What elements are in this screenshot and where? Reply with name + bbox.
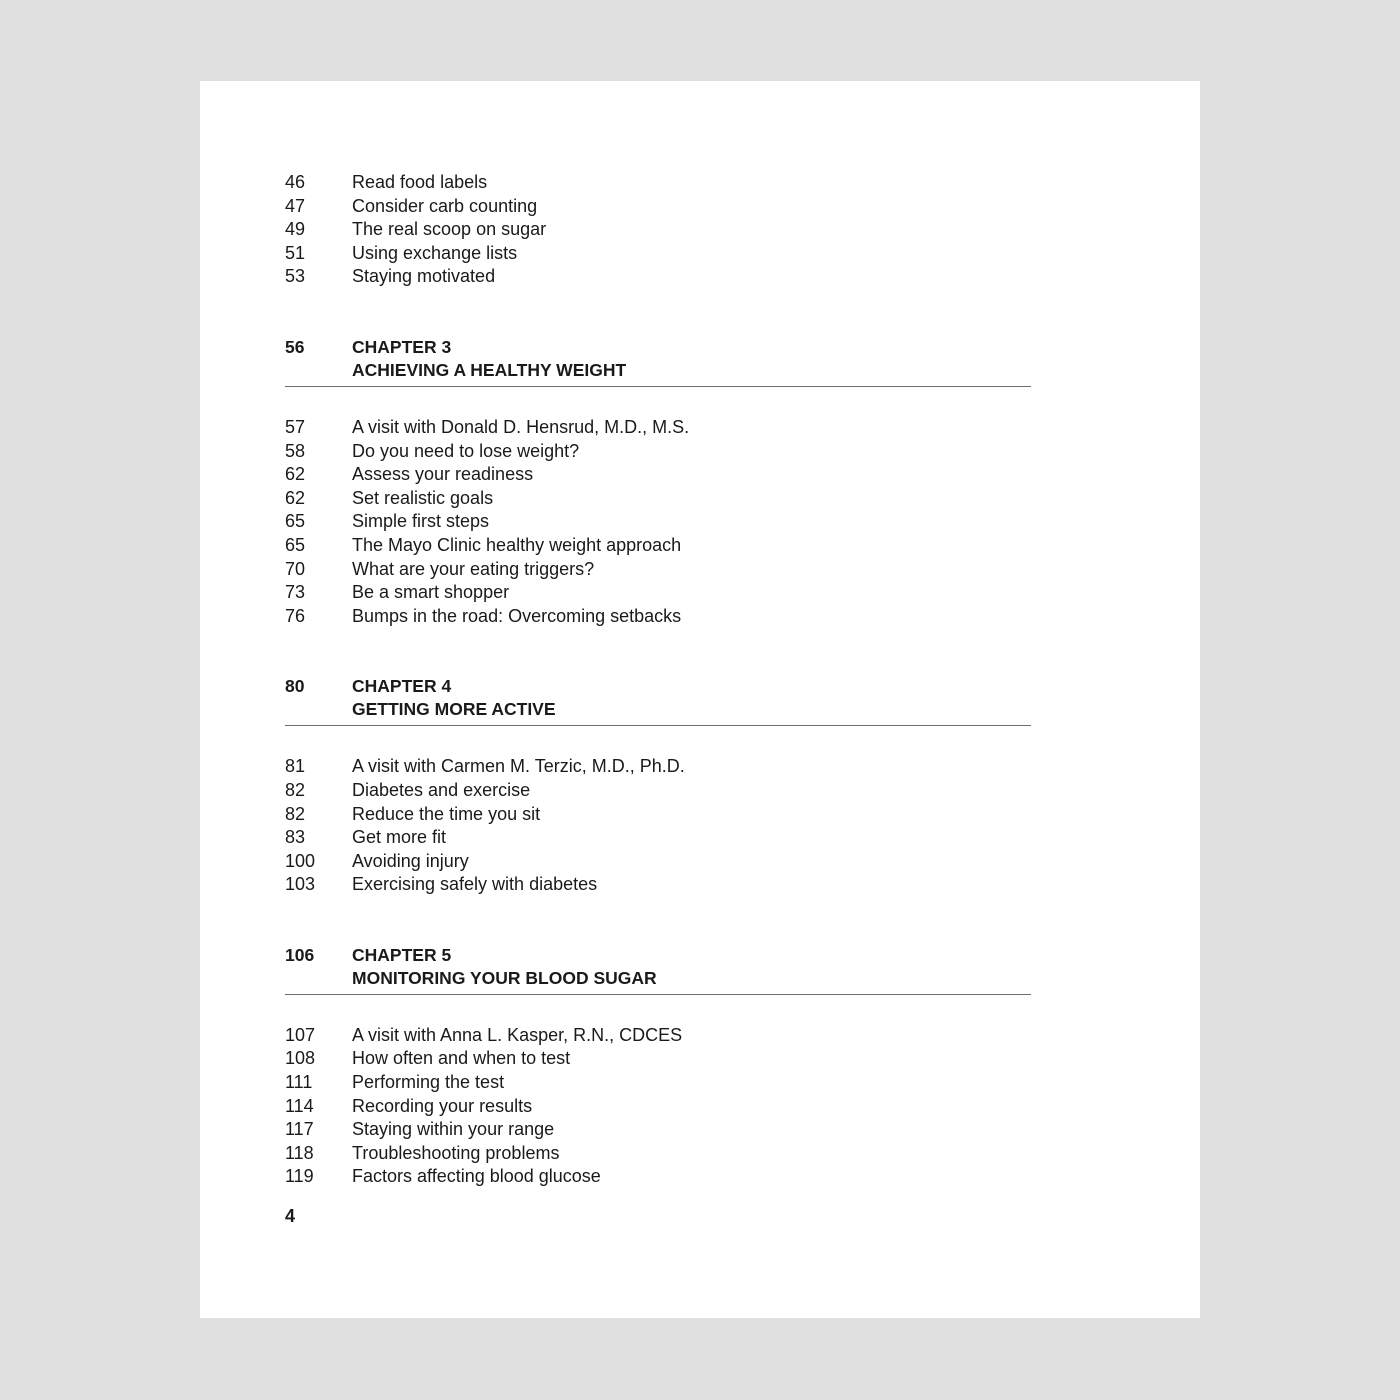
- toc-entry[interactable]: [285, 242, 1031, 266]
- entry-title: Assess your readiness: [352, 464, 534, 485]
- entry-title: A visit with Donald D. Hensrud, M.D., M.S.: [352, 416, 690, 437]
- entry-page-number: 76: [285, 605, 306, 626]
- entry-page-number: 83: [285, 827, 306, 848]
- toc-entry[interactable]: [285, 803, 1031, 827]
- entry-title: Staying within your range: [352, 1119, 555, 1140]
- entry-title: Be a smart shopper: [352, 582, 510, 603]
- toc-entry[interactable]: [285, 195, 1031, 219]
- spacer: [285, 897, 1031, 944]
- entry-title: A visit with Carmen M. Terzic, M.D., Ph.D.: [352, 756, 685, 777]
- entry-page-number: 65: [285, 511, 306, 532]
- chapter-heading-5[interactable]: [285, 944, 1031, 990]
- entry-page-number: 82: [285, 803, 306, 824]
- entry-page-number: 118: [285, 1142, 314, 1163]
- intro-entries: [285, 171, 1031, 289]
- toc-entry[interactable]: [285, 1095, 1031, 1119]
- entry-title: Recording your results: [352, 1095, 533, 1116]
- toc-entry[interactable]: [285, 1118, 1031, 1142]
- entry-page-number: 47: [285, 195, 306, 216]
- toc-entry[interactable]: [285, 581, 1031, 605]
- entry-page-number: 119: [285, 1166, 314, 1187]
- entry-page-number: 82: [285, 779, 306, 800]
- entry-page-number: 108: [285, 1048, 316, 1069]
- entry-page-number: 103: [285, 874, 316, 895]
- entry-title: Reduce the time you sit: [352, 803, 541, 824]
- entry-page-number: 53: [285, 266, 306, 287]
- entry-page-number: 81: [285, 756, 306, 777]
- chapter-4-entries: [285, 755, 1031, 897]
- entry-title: Diabetes and exercise: [352, 779, 531, 800]
- toc-entry[interactable]: [285, 487, 1031, 511]
- chapter-page-number: 106: [285, 944, 315, 965]
- toc-entry[interactable]: [285, 218, 1031, 242]
- table-of-contents: [285, 171, 1031, 1189]
- spacer: [285, 726, 1031, 755]
- entry-page-number: 107: [285, 1024, 316, 1045]
- entry-title: Exercising safely with diabetes: [352, 874, 598, 895]
- spacer: [285, 289, 1031, 336]
- entry-title: Do you need to lose weight?: [352, 440, 580, 461]
- toc-entry[interactable]: [285, 265, 1031, 289]
- entry-page-number: 73: [285, 582, 306, 603]
- chapter-3-entries: [285, 416, 1031, 628]
- toc-entry[interactable]: [285, 873, 1031, 897]
- toc-entry[interactable]: [285, 510, 1031, 534]
- chapter-heading-4[interactable]: [285, 675, 1031, 721]
- toc-entry[interactable]: [285, 755, 1031, 779]
- entry-title: Performing the test: [352, 1072, 505, 1093]
- entry-title: Set realistic goals: [352, 487, 494, 508]
- entry-title: Staying motivated: [352, 266, 496, 287]
- entry-page-number: 51: [285, 242, 306, 263]
- entry-page-number: 57: [285, 416, 306, 437]
- toc-entry[interactable]: [285, 1047, 1031, 1071]
- toc-entry[interactable]: [285, 779, 1031, 803]
- entry-title: The real scoop on sugar: [352, 219, 547, 240]
- entry-title: What are your eating triggers?: [352, 558, 595, 579]
- spacer: [285, 387, 1031, 416]
- entry-page-number: 65: [285, 534, 306, 555]
- toc-entry[interactable]: [285, 850, 1031, 874]
- entry-title: How often and when to test: [352, 1048, 571, 1069]
- chapter-title: MONITORING YOUR BLOOD SUGAR: [352, 967, 657, 988]
- entry-page-number: 100: [285, 850, 316, 871]
- entry-title: Troubleshooting problems: [352, 1142, 560, 1163]
- toc-entry[interactable]: [285, 463, 1031, 487]
- toc-entry[interactable]: [285, 1165, 1031, 1189]
- entry-page-number: 62: [285, 464, 306, 485]
- toc-entry[interactable]: [285, 171, 1031, 195]
- entry-page-number: 49: [285, 219, 306, 240]
- entry-page-number: 70: [285, 558, 306, 579]
- entry-page-number: 114: [285, 1095, 314, 1116]
- entry-page-number: 46: [285, 172, 306, 192]
- toc-entry[interactable]: [285, 1142, 1031, 1166]
- toc-entry[interactable]: [285, 416, 1031, 440]
- entry-title: Bumps in the road: Overcoming setbacks: [352, 605, 682, 626]
- entry-title: Factors affecting blood glucose: [352, 1166, 601, 1187]
- toc-entry[interactable]: [285, 605, 1031, 629]
- chapter-title: ACHIEVING A HEALTHY WEIGHT: [352, 359, 627, 380]
- chapter-label: CHAPTER 5: [352, 944, 452, 965]
- entry-title: A visit with Anna L. Kasper, R.N., CDCES: [352, 1024, 683, 1045]
- spacer: [285, 995, 1031, 1024]
- entry-title: The Mayo Clinic healthy weight approach: [352, 534, 682, 555]
- chapter-label: CHAPTER 4: [352, 676, 452, 697]
- entry-page-number: 58: [285, 440, 306, 461]
- entry-title: Simple first steps: [352, 511, 490, 532]
- entry-title: Consider carb counting: [352, 195, 538, 216]
- chapter-title: GETTING MORE ACTIVE: [352, 699, 556, 720]
- spacer: [285, 628, 1031, 675]
- entry-title: Using exchange lists: [352, 242, 518, 263]
- chapter-heading-3[interactable]: [285, 336, 1031, 382]
- entry-page-number: 111: [285, 1072, 313, 1093]
- entry-title: Avoiding injury: [352, 850, 469, 871]
- page-number-folio: 4: [285, 1206, 296, 1226]
- chapter-5-entries: [285, 1024, 1031, 1189]
- chapter-page-number: 56: [285, 336, 305, 357]
- toc-entry[interactable]: [285, 1024, 1031, 1048]
- chapter-label: CHAPTER 3: [352, 336, 452, 357]
- toc-entry[interactable]: [285, 440, 1031, 464]
- entry-page-number: 117: [285, 1119, 314, 1140]
- toc-entry[interactable]: [285, 1071, 1031, 1095]
- book-page: [200, 81, 1200, 1318]
- entry-title: Get more fit: [352, 827, 447, 848]
- entry-page-number: 62: [285, 487, 306, 508]
- entry-title: Read food labels: [352, 172, 488, 192]
- toc-entry[interactable]: [285, 534, 1031, 558]
- chapter-page-number: 80: [285, 676, 305, 697]
- toc-entry[interactable]: [285, 558, 1031, 582]
- toc-entry[interactable]: [285, 826, 1031, 850]
